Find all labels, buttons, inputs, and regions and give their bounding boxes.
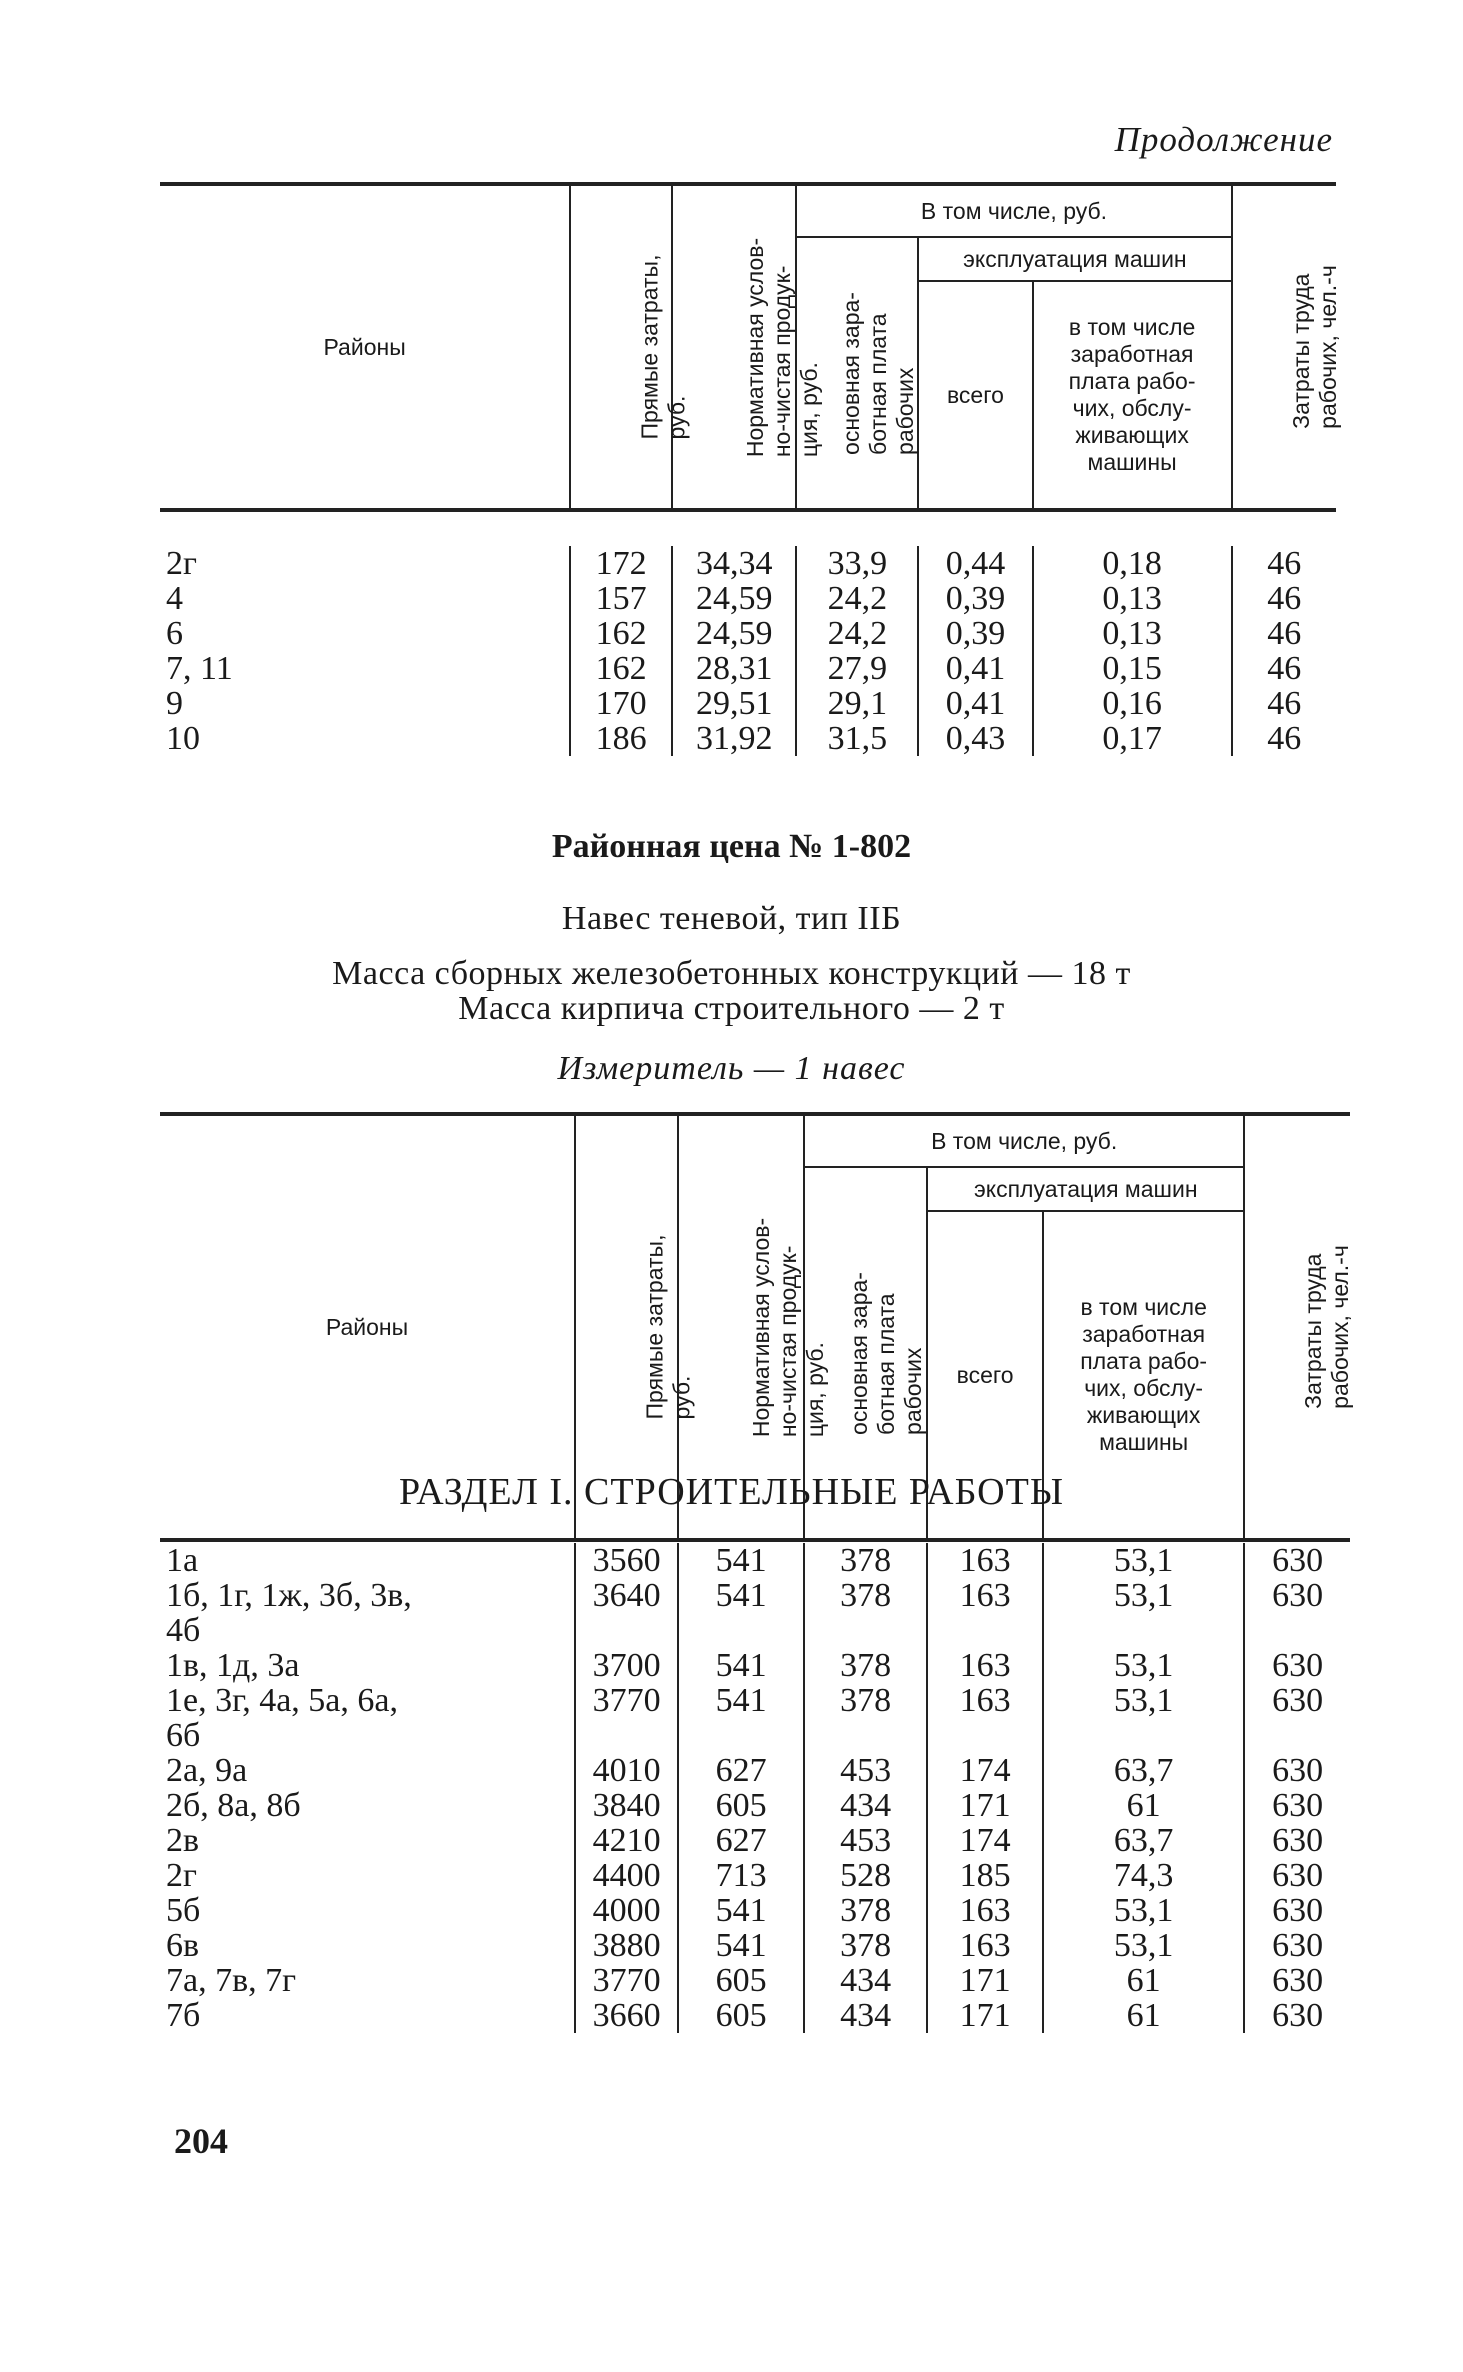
- value-cell: 378: [804, 1578, 927, 1613]
- header-line: ботная плата: [865, 312, 892, 455]
- header-line: ботная плата: [872, 1292, 899, 1435]
- value-cell: 163: [927, 1928, 1043, 1963]
- header-machine-operation: эксплуатация машин: [927, 1167, 1244, 1211]
- value-cell: [1244, 1613, 1350, 1648]
- region-cell: 5б: [166, 1892, 201, 1929]
- value-cell: [1043, 1718, 1244, 1753]
- table-row: [160, 1578, 1350, 1613]
- header-line: ция, руб.: [802, 1341, 829, 1437]
- value-cell: 4010: [575, 1753, 678, 1788]
- header-labor-costs: [1232, 184, 1341, 510]
- value-cell: 163: [927, 1893, 1043, 1928]
- value-cell: 24,59: [672, 616, 796, 651]
- value-cell: 163: [927, 1543, 1043, 1578]
- value-cell: 541: [678, 1683, 804, 1718]
- table-row: [160, 1788, 1350, 1823]
- value-cell: 171: [927, 1998, 1043, 2033]
- value-cell: [678, 1718, 804, 1753]
- value-cell: 46: [1232, 581, 1336, 616]
- value-cell: 3660: [575, 1998, 678, 2033]
- region-cell: 1б, 1г, 1ж, 3б, 3в,: [166, 1577, 412, 1614]
- value-cell: [927, 1718, 1043, 1753]
- mass-brick: Масса кирпича строительного — 2 т: [458, 990, 1005, 1027]
- value-cell: 630: [1244, 1753, 1350, 1788]
- value-cell: 0,39: [918, 581, 1032, 616]
- section-title: РАЗДЕЛ I. СТРОИТЕЛЬНЫЕ РАБОТЫ: [399, 1471, 1064, 1513]
- value-cell: 0,41: [918, 686, 1032, 721]
- value-cell: 713: [678, 1858, 804, 1893]
- value-cell: 630: [1244, 1683, 1350, 1718]
- region-cell: 2г: [166, 1857, 197, 1894]
- value-cell: 605: [678, 1788, 804, 1823]
- value-cell: 453: [804, 1823, 927, 1858]
- header-line: Затраты труда: [1300, 1253, 1327, 1409]
- header-line: но-чистая продук-: [775, 1245, 802, 1437]
- value-cell: [575, 1613, 678, 1648]
- value-cell: 627: [678, 1823, 804, 1858]
- region-cell: 1в, 1д, 3а: [166, 1647, 300, 1684]
- header-line: рабочих: [892, 367, 919, 455]
- value-cell: 541: [678, 1578, 804, 1613]
- table-row: [160, 1823, 1350, 1858]
- value-cell: 630: [1244, 1648, 1350, 1683]
- region-cell: 7, 11: [166, 650, 233, 687]
- value-cell: 3840: [575, 1788, 678, 1823]
- header-normative: [672, 184, 823, 510]
- value-cell: 630: [1244, 1823, 1350, 1858]
- header-line: рабочих, чел.-ч: [1314, 265, 1341, 429]
- value-cell: 541: [678, 1928, 804, 1963]
- value-cell: [1043, 1613, 1244, 1648]
- header-line: плата рабо-: [1068, 368, 1196, 394]
- region-cell: 4: [166, 580, 183, 617]
- value-cell: 378: [804, 1928, 927, 1963]
- page-number: 204: [174, 2121, 228, 2161]
- table-row: [160, 1893, 1350, 1928]
- value-cell: 170: [570, 686, 672, 721]
- value-cell: 378: [804, 1648, 927, 1683]
- table-row: [160, 1998, 1350, 2033]
- value-cell: 157: [570, 581, 672, 616]
- header-line: машины: [1087, 449, 1177, 475]
- value-cell: 24,2: [796, 581, 918, 616]
- region-cell: 2б, 8а, 8б: [166, 1787, 301, 1824]
- table-row: [160, 581, 1336, 616]
- measure-unit: Измеритель — 1 навес: [557, 1050, 906, 1087]
- header-line: ция, руб.: [796, 361, 823, 457]
- value-cell: 61: [1043, 1788, 1244, 1823]
- value-cell: 3700: [575, 1648, 678, 1683]
- value-cell: 378: [804, 1543, 927, 1578]
- header-line: руб.: [663, 395, 690, 440]
- value-cell: 453: [804, 1753, 927, 1788]
- value-cell: 630: [1244, 1543, 1350, 1578]
- value-cell: 29,51: [672, 686, 796, 721]
- header-table-1: [160, 182, 1341, 512]
- value-cell: 630: [1244, 1893, 1350, 1928]
- value-cell: 46: [1232, 686, 1336, 721]
- region-cell: 9: [166, 685, 183, 722]
- value-cell: 434: [804, 1998, 927, 2033]
- header-line: основная зара-: [838, 291, 865, 455]
- value-cell: 378: [804, 1893, 927, 1928]
- value-cell: [575, 1718, 678, 1753]
- value-cell: 162: [570, 616, 672, 651]
- region-cell: 6: [166, 615, 183, 652]
- table-row: [160, 1683, 1350, 1718]
- header-line: живающих: [1075, 422, 1189, 448]
- table-row: [160, 1718, 1350, 1753]
- header-total: всего: [918, 281, 1032, 510]
- value-cell: 186: [570, 721, 672, 756]
- price-title: Районная цена № 1-802: [551, 828, 912, 865]
- region-cell: 6в: [166, 1927, 200, 1964]
- table-row: [160, 686, 1336, 721]
- value-cell: 53,1: [1043, 1543, 1244, 1578]
- value-cell: 630: [1244, 1963, 1350, 1998]
- value-cell: 3560: [575, 1543, 678, 1578]
- value-cell: 3770: [575, 1683, 678, 1718]
- value-cell: 0,13: [1033, 581, 1232, 616]
- value-cell: 627: [678, 1753, 804, 1788]
- header-line: заработная: [1082, 1321, 1206, 1347]
- value-cell: 3770: [575, 1963, 678, 1998]
- header-incl-wage: [1033, 281, 1232, 510]
- header-machine-operation: эксплуатация машин: [918, 237, 1231, 281]
- region-cell: 6б: [166, 1717, 201, 1754]
- mass-concrete: Масса сборных железобетонных конструкций — 18 т: [332, 955, 1131, 992]
- value-cell: 4400: [575, 1858, 678, 1893]
- region-cell: 4б: [166, 1612, 201, 1649]
- value-cell: 541: [678, 1893, 804, 1928]
- table-row: [160, 1753, 1350, 1788]
- header-line: Прямые затраты,: [641, 1234, 668, 1420]
- value-cell: 3640: [575, 1578, 678, 1613]
- value-cell: 61: [1043, 1998, 1244, 2033]
- value-cell: 434: [804, 1963, 927, 1998]
- value-cell: 53,1: [1043, 1893, 1244, 1928]
- value-cell: 46: [1232, 651, 1336, 686]
- value-cell: 0,41: [918, 651, 1032, 686]
- value-cell: 163: [927, 1578, 1043, 1613]
- data-table-1: [160, 546, 1336, 756]
- value-cell: 24,59: [672, 581, 796, 616]
- header-line: рабочих, чел.-ч: [1327, 1245, 1354, 1409]
- header-line: Нормативная услов-: [742, 237, 769, 457]
- continuation-label: Продолжение: [1114, 120, 1333, 159]
- table-row: [160, 721, 1336, 756]
- value-cell: 63,7: [1043, 1823, 1244, 1858]
- value-cell: 53,1: [1043, 1648, 1244, 1683]
- value-cell: 74,3: [1043, 1858, 1244, 1893]
- value-cell: 3880: [575, 1928, 678, 1963]
- header-direct-costs: [570, 184, 690, 510]
- value-cell: 28,31: [672, 651, 796, 686]
- value-cell: 605: [678, 1963, 804, 1998]
- region-cell: 2в: [166, 1822, 200, 1859]
- header-line: чих, обслу-: [1084, 1375, 1204, 1401]
- value-cell: 33,9: [796, 546, 918, 581]
- value-cell: 541: [678, 1543, 804, 1578]
- value-cell: 171: [927, 1963, 1043, 1998]
- table-row: [160, 1543, 1350, 1578]
- value-cell: 0,39: [918, 616, 1032, 651]
- value-cell: 630: [1244, 1928, 1350, 1963]
- header-line: плата рабо-: [1080, 1348, 1208, 1374]
- value-cell: [1244, 1718, 1350, 1753]
- header-line: но-чистая продук-: [769, 265, 796, 457]
- value-cell: 46: [1232, 546, 1336, 581]
- value-cell: 4210: [575, 1823, 678, 1858]
- value-cell: 29,1: [796, 686, 918, 721]
- value-cell: 0,15: [1033, 651, 1232, 686]
- data-table-2: [160, 1543, 1350, 2033]
- header-line: основная зара-: [845, 1271, 872, 1435]
- header-line: Затраты труда: [1287, 273, 1314, 429]
- value-cell: 46: [1232, 616, 1336, 651]
- value-cell: 53,1: [1043, 1578, 1244, 1613]
- value-cell: [804, 1718, 927, 1753]
- region-cell: 1а: [166, 1542, 199, 1579]
- header-line: живающих: [1086, 1402, 1201, 1428]
- value-cell: 0,43: [918, 721, 1032, 756]
- header-line: чих, обслу-: [1072, 395, 1192, 421]
- value-cell: 378: [804, 1683, 927, 1718]
- value-cell: 174: [927, 1823, 1043, 1858]
- value-cell: 185: [927, 1858, 1043, 1893]
- table-row: [160, 1648, 1350, 1683]
- region-cell: 1е, 3г, 4а, 5а, 6а,: [166, 1682, 398, 1719]
- table-row: [160, 1928, 1350, 1963]
- value-cell: 172: [570, 546, 672, 581]
- table-row: [160, 651, 1336, 686]
- value-cell: 0,44: [918, 546, 1032, 581]
- value-cell: 163: [927, 1683, 1043, 1718]
- table-row: [160, 1613, 1350, 1648]
- table-row: [160, 1963, 1350, 1998]
- value-cell: [927, 1613, 1043, 1648]
- region-cell: 2г: [166, 545, 197, 582]
- value-cell: 162: [570, 651, 672, 686]
- value-cell: 46: [1232, 721, 1336, 756]
- value-cell: 24,2: [796, 616, 918, 651]
- header-including: В том числе, руб.: [796, 184, 1231, 237]
- value-cell: 630: [1244, 1788, 1350, 1823]
- value-cell: [804, 1613, 927, 1648]
- header-regions: Районы: [323, 333, 406, 360]
- value-cell: 630: [1244, 1858, 1350, 1893]
- table-row: [160, 546, 1336, 581]
- value-cell: 61: [1043, 1963, 1244, 1998]
- region-cell: 10: [166, 720, 200, 757]
- region-cell: 7а, 7в, 7г: [166, 1962, 297, 1999]
- value-cell: 27,9: [796, 651, 918, 686]
- header-line: в том числе: [1080, 1294, 1207, 1320]
- value-cell: 630: [1244, 1998, 1350, 2033]
- value-cell: 171: [927, 1788, 1043, 1823]
- price-subtitle: Навес теневой, тип IIБ: [561, 900, 902, 937]
- value-cell: 174: [927, 1753, 1043, 1788]
- value-cell: 31,92: [672, 721, 796, 756]
- value-cell: 4000: [575, 1893, 678, 1928]
- value-cell: 163: [927, 1648, 1043, 1683]
- region-cell: 7б: [166, 1997, 201, 2034]
- header-line: заработная: [1070, 341, 1194, 367]
- header-line: в том числе: [1068, 314, 1196, 340]
- value-cell: 63,7: [1043, 1753, 1244, 1788]
- header-line: Нормативная услов-: [748, 1217, 775, 1437]
- value-cell: [678, 1613, 804, 1648]
- table-row: [160, 616, 1336, 651]
- region-cell: 2а, 9а: [166, 1752, 248, 1789]
- header-line: руб.: [668, 1375, 695, 1420]
- header-including: В том числе, руб.: [804, 1114, 1244, 1167]
- value-cell: 0,17: [1033, 721, 1232, 756]
- header-line: машины: [1099, 1429, 1189, 1455]
- header-line: рабочих: [899, 1347, 926, 1435]
- header-line: Прямые затраты,: [636, 254, 663, 440]
- value-cell: 605: [678, 1998, 804, 2033]
- value-cell: 0,16: [1033, 686, 1232, 721]
- value-cell: 630: [1244, 1578, 1350, 1613]
- value-cell: 528: [804, 1858, 927, 1893]
- value-cell: 0,18: [1033, 546, 1232, 581]
- header-regions: Районы: [325, 1313, 409, 1340]
- header-total: всего: [927, 1211, 1043, 1540]
- value-cell: 0,13: [1033, 616, 1232, 651]
- value-cell: 31,5: [796, 721, 918, 756]
- value-cell: 541: [678, 1648, 804, 1683]
- value-cell: 53,1: [1043, 1683, 1244, 1718]
- value-cell: 434: [804, 1788, 927, 1823]
- value-cell: 53,1: [1043, 1928, 1244, 1963]
- value-cell: 34,34: [672, 546, 796, 581]
- table-row: [160, 1858, 1350, 1893]
